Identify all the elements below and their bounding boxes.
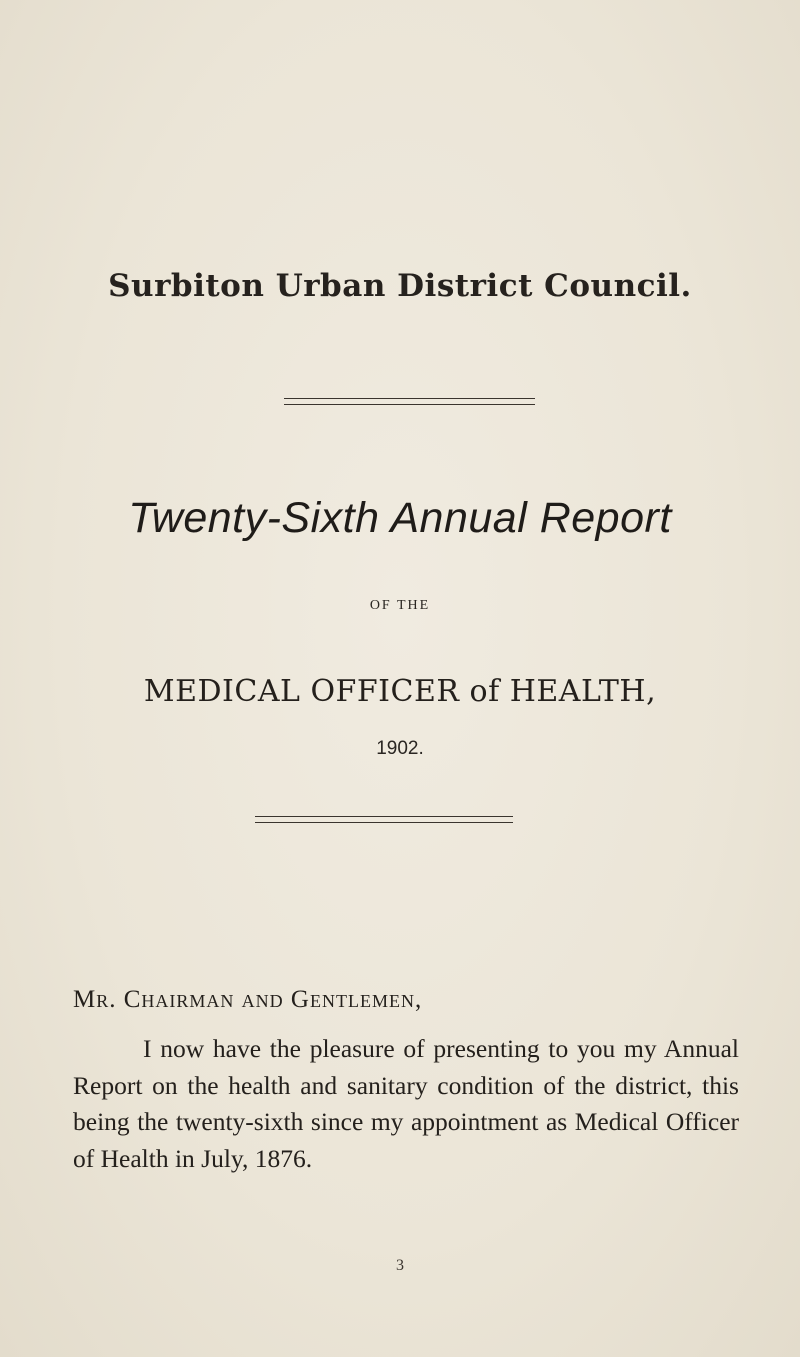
body-paragraph: I now have the pleasure of presenting to you my Annual Report on the health and sanitary condition of the district, this being the twenty-sixth since my appointment as Medical Officer of Health in July, 1876. [73, 1034, 739, 1173]
double-rule-divider [255, 816, 513, 823]
council-heading: Surbiton Urban District Council. [108, 268, 692, 304]
double-rule-divider [284, 398, 535, 405]
of-the-label: OF THE [369, 598, 431, 613]
officer-title: MEDICAL OFFICER of HEALTH, [143, 674, 657, 709]
page-number: 3 [396, 1257, 404, 1274]
salutation: Mr. Chairman and Gentlemen, [73, 986, 423, 1013]
report-title: Twenty-Sixth Annual Report [128, 494, 672, 542]
report-year: 1902. [376, 738, 424, 759]
